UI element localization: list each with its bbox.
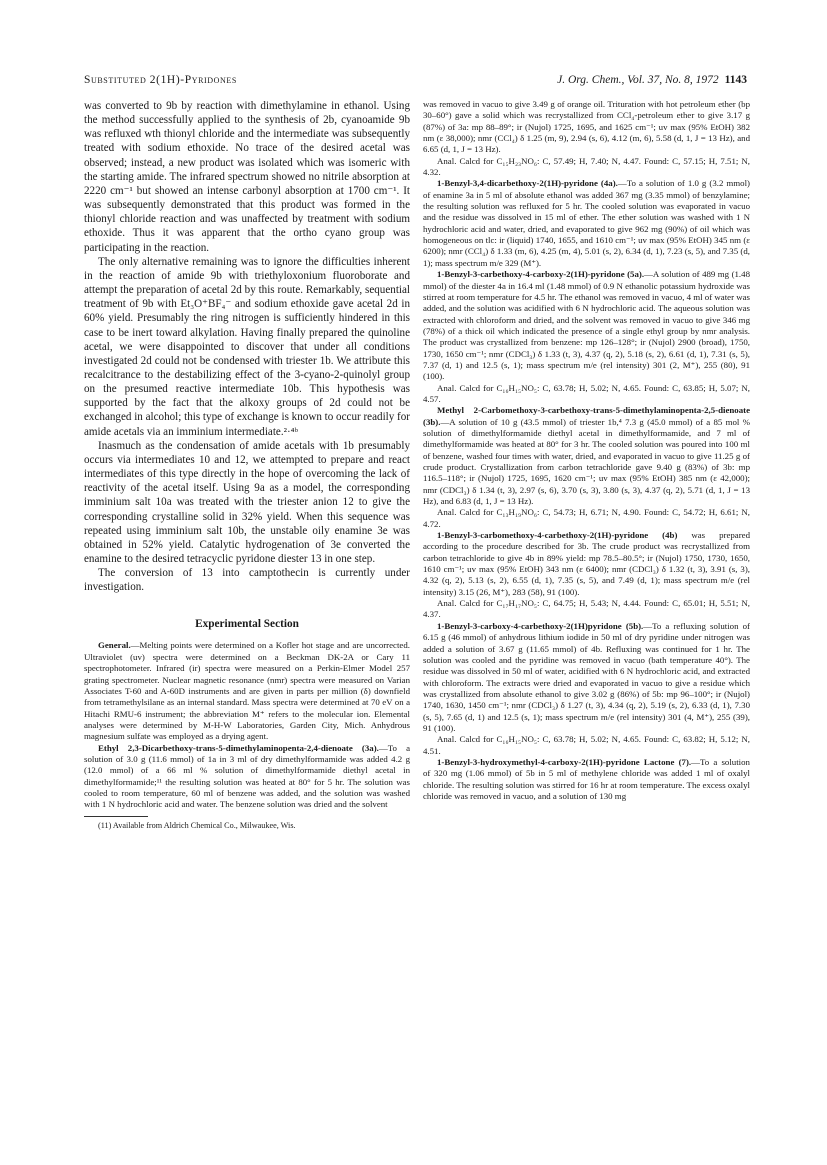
compound-heading: 1-Benzyl-3,4-dicarbethoxy-2(1H)-pyridone (4a). <box>437 178 618 189</box>
paragraph-text: —To a solution of 320 mg (1.06 mmol) of 5b in 5 ml of methylene chloride was added 1 ml of oxalyl chloride. The resulting solution was stirred for 16 hr at room temperature. The excess oxalyl chloride was removed in vacuo, and a solution of 130 mg <box>423 756 750 801</box>
compound-heading: Ethyl 2,3-Dicarbethoxy-trans-5-dimethylaminopenta-2,4-dienoate (3a). <box>98 742 379 753</box>
body-paragraph: The only alternative remaining was to ignore the difficulties inherent in the reaction of amide 9b with triethyloxonium fluoroborate and attempt the preparation of acetal 2d by this route. Remarkably, sequential treatment of 9b with Et₃O⁺BF₄⁻ and sodium ethoxide gave acetal 2d in 60% yield. Presumably the ring nitrogen is sufficiently hindered in this case to be inert toward alkylation. Having finally prepared the quinoline acetal, we were disappointed to discover that under all conditions investigated 2d could not be condensed with triester 1b. We attribute this recalcitrance to the destabilizing effect of the 3-cyano-2-quinolyl group on the presumed reactive intermediate 10b. This hypothesis was supported by the fact that the alkoxy groups of 2d could not be exchanged in alcohol; this type of exchange is known to occur readily for amide acetals via an imminium intermediate.²·⁴ᵇ <box>84 255 410 438</box>
analysis-line: Anal. Calcd for C₁₅H₂₃NO₆: C, 57.49; H, 7.40; N, 4.47. Found: C, 57.15; H, 7.51; N, 4.32. <box>423 155 750 178</box>
paragraph-heading: General. <box>98 640 131 651</box>
footnote-rule <box>84 816 148 817</box>
section-title: Experimental Section <box>195 618 299 631</box>
journal-citation <box>557 74 747 86</box>
compound-heading: 1-Benzyl-3-carbethoxy-4-carboxy-2(1H)-pyridone (5a). <box>437 269 645 280</box>
page-number: 1143 <box>724 74 747 86</box>
running-title: Substituted 2(1H)-Pyridones <box>84 74 237 86</box>
footnote: (11) Available from Aldrich Chemical Co., Milwaukee, Wis. <box>98 820 296 830</box>
experimental-paragraph <box>84 640 410 742</box>
paragraph-text: was prepared according to the procedure described for 3b. The crude product was recrystallized from carbon tetrachloride to give 4b in 89% yield: mp 78.5–80.5°; ir (Nujol) 1750, 1730, 1650, 1610 cm⁻¹; uv max (95% EtOH) 343 nm (ε 6400); nmr (CDCl₃) δ 1.32 (t, 3), 3.91 (s, 3), 4.32 (q, 2), 5.13 (s, 2), 6.55 (d, 1), 7.35 (s, 5), and 7.49 (d, 1); mass spectrum m/e (rel intensity) 3.15 (26, M⁺), 283 (58), 91 (100). <box>423 530 751 597</box>
analysis-line: Anal. Calcd for C₁₆H₁₅NO₅: C, 63.78; H, 5.02; N, 4.65. Found: C, 63.85; H, 5.07; N, 4.57. <box>423 382 750 404</box>
body-paragraph: Inasmuch as the condensation of amide acetals with 1b presumably occurs via intermediates 10 and 12, we attempted to prepare and react intermediates of this type directly in the hope of overcoming the lack of reactivity of the acetal itself. Using 9a as a model, the corresponding imminium salt 10a was treated with the triester anion 12 to give the corresponding crystalline solid in 32% yield. When this sequence was repeated using imminium salt 10b, the unstable oily enamine 3e was obtained in 52% yield. Catalytic hydrogenation of 3e converted the enamine to the desired tetracyclic pyridone diester 13 in one step. <box>84 439 410 565</box>
paragraph-text: —To a solution of 1.0 g (3.2 mmol) of enamine 3a in 5 ml of absolute ethanol was added 367 mg (3.35 mmol) of benzylamine; the resulting solution was refluxed for 5 hr. The cooled solution was evaporated in vacuo and the residue was dissolved in 15 ml of ether. The ether solution was washed with 1 N hydrochloric acid and water, dried, and evaporated to give 962 mg (90%) of oil which was homogeneous on tlc: ir (liquid) 1740, 1655, and 1610 cm⁻¹; uv max (95% EtOH) 345 nm (ε 6200); nmr (CCl₄) δ 1.33 (m, 6), 4.25 (m, 4), 5.01 (s, 2), 6.34 (d, 1), 7.23 (s, 5), and 7.35 (d, 1); mass spectrum m/e 329 (M⁺). <box>423 178 750 268</box>
compound-heading: 1-Benzyl-3-carbomethoxy-4-carbethoxy-2(1H)-pyridone (4b) <box>437 530 678 541</box>
paragraph-text: —To a refluxing solution of 6.15 g (46 mmol) of anhydrous lithium iodide in 50 ml of dry pyridine under nitrogen was added a solution of 3.67 g (11.65 mmol) of 4b. Refluxing was continued for 1 hr. The solution was cooled and the pyridine was removed in vacuo (bath temperature 40°). The residue was dissolved in 50 ml of water, acidified with 6 N hydrochloric acid, and extracted with chloroform. The extracts were dried and evaporated in vacuo to give a residue which was crystallized from absolute ethanol to give 3.02 g (86%) of 5b: mp 96–100°; ir (Nujol) 1740, 1630, 1450 cm⁻¹; nmr (CDCl₃) δ 1.27 (t, 3), 4.34 (q, 2), 5.19 (s, 2), 6.33 (d, 1), 7.30 (s, 5), 7.65 (d, 1) and 12.5 (s, 1); mass spectrum m/e (rel intensity) 301 (4, M⁺), 255 (39), 91 (100). <box>423 620 750 733</box>
experimental-paragraph <box>84 743 410 811</box>
experimental-paragraph <box>423 530 750 598</box>
analysis-line: Anal. Calcd for C₁₃H₁₉NO₆: C, 54.73; H, 6.71; N, 4.90. Found: C, 54.72; H, 6.61; N, 4.72. <box>423 507 750 529</box>
paragraph-text: —Melting points were determined on a Kofler hot stage and are uncorrected. Ultraviolet (uv) spectra were determined on a Beckman DK-2A or Cary 11 spectrophotometer. Infrared (ir) spectra were measured on a Perkin-Elmer Model 257 grating spectrometer. Nuclear magnetic resonance (nmr) spectra were measured on Varian Associates T-60 and A-60D instruments and are given in parts per million (δ) downfield from tetramethylsilane as an internal standard. Mass spectra were determined at 70 eV on a Hitachi RMU-6 instrument; the abbreviation M⁺ refers to the molecular ion. Elemental analyses were determined by M-H-W Laboratories, Garden City, Mich. Anhydrous magnesium sulfate was employed as a drying agent. <box>84 640 410 742</box>
experimental-paragraph <box>423 405 750 507</box>
paragraph-text: —A solution of 10 g (43.5 mmol) of triester 1b,⁴ 7.3 g (45.0 mmol) of a 85 mol % solution of dimethylformamide diethyl acetal in dimethylformamide, and 7 ml of dimethylformamide was heated at 80° for 3 hr. The cooled solution was poured into 100 ml of benzene, washed four times with water, dried, and evaporated in vacuo to give 11.25 g of crude product. Crystallization from carbon tetrachloride gave 9.40 g (83%) of 3b: mp 116.5–118°; ir (Nujol) 1725, 1695, 1620 cm⁻¹; uv max (95% EtOH) 385 nm (ε 42,000); nmr (CDCl₃) δ 1.34 (t, 3), 2.97 (s, 6), 3.70 (s, 3), 3.80 (s, 3), 4.37 (q, 2), 5.71 (d, 1, J = 13 Hz), and 6.83 (d, 1, J = 13 Hz). <box>423 416 750 507</box>
compound-heading: 1-Benzyl-3-hydroxymethyl-4-carboxy-2(1H)-pyridone Lactone (7). <box>437 756 692 767</box>
paragraph-text: —To a solution of 3.0 g (11.6 mmol) of 1a in 3 ml of dry dimethylformamide was added 4.2 g (12.0 mmol) of a 66 ml % solution of dimethylformamide diethyl acetal in dimethylformamide;¹¹ the resulting solution was heated at 80° for 5 hr. The solution was cooled to room temperature, 60 ml of benzene was added, and the solution was washed with 1 N hydrochloric acid and water. The benzene solution was dried and the solvent <box>84 742 410 810</box>
experimental-paragraph <box>423 178 750 269</box>
paragraph-text: —A solution of 489 mg (1.48 mmol) of the diester 4a in 16.4 ml (1.48 mmol) of 0.9 N ethanolic potassium hydroxide was stirred at room temperature for 4.5 hr. The ethanol was removed in vacuo, 4 ml of water was added, and the solution was acidified with 6 N hydrochloric acid. The aqueous solution was extracted with chloroform and dried, and the solvent was removed in vacuo to give 346 mg (78%) of a thick oil which indicated the presence of a single ethyl group by nmr analysis. The product was crystallized from benzene: mp 126–128°; ir (Nujol) 2900 (broad), 1750, 1730, 1650 cm⁻¹; nmr (CDCl₃) δ 1.33 (t, 3), 4.37 (q, 2), 5.18 (s, 2), 6.61 (d, 1), 7.31 (s, 5), 7.37 (d, 1) and 12.5 (s, 1); mass spectrum m/e (rel intensity) 301 (2, M⁺), 255 (80), 91 (100). <box>423 269 750 382</box>
experimental-paragraph <box>423 269 750 382</box>
body-paragraph: The conversion of 13 into camptothecin is currently under investigation. <box>84 567 410 594</box>
compound-heading: Methyl 2-Carbomethoxy-3-carbethoxy-trans-5-dimethylaminopenta-2,5-dienoate (3b). <box>423 405 750 427</box>
experimental-paragraph: was removed in vacuo to give 3.49 g of orange oil. Trituration with hot petroleum ether (bp 30–60°) gave a solid which was recrystallized from CCl₄-petroleum ether to give 3.17 g (87%) of 3a: mp 88–89°; ir (Nujol) 1725, 1695, and 1625 cm⁻¹; uv max (95% EtOH) 382 nm (ε 38,000); nmr (CCl₄) δ 1.25 (m, 9), 2.94 (s, 6), 4.12 (m, 6), 5.58 (d, 1, J = 13 Hz), and 6.65 (d, 1, J = 13 Hz). <box>423 99 750 155</box>
analysis-line: Anal. Calcd for C₁₆H₁₅NO₅: C, 63.78; H, 5.02; N, 4.65. Found: C, 63.82; H, 5.12; N, 4.51. <box>423 734 750 756</box>
journal-name: J. Org. Chem., Vol. 37, No. 8, 1972 <box>557 74 719 86</box>
compound-heading: 1-Benzyl-3-carboxy-4-carbethoxy-2(1H)pyridone (5b). <box>437 620 644 631</box>
body-paragraph: was converted to 9b by reaction with dimethylamine in ethanol. Using the method successfully applied to the synthesis of 2b, cyanoamide 9b was refluxed wth thionyl chloride and the intermediate was subsequently treated with sodium ethoxide. No trace of the desired acetal was observed; instead, a new product was isolated which was isomeric with the starting amide. The infrared spectrum showed no nitrile absorption at 2220 cm⁻¹ but showed an intense carbonyl absorption at 1700 cm⁻¹. It was subsequently demonstrated that this product was formed in the thionyl chloride reaction and was unaffected by treatment with sodium ethoxide. Thus it was apparent that the ortho cyano group was participating in the reaction. <box>84 100 410 254</box>
left-column <box>84 99 410 831</box>
experimental-paragraph <box>423 757 750 802</box>
experimental-paragraph <box>423 621 750 734</box>
analysis-line: Anal. Calcd for C₁₇H₁₇NO₅: C, 64.75; H, 5.43; N, 4.44. Found: C, 65.01; H, 5.51; N, 4.37. <box>423 598 750 620</box>
running-header <box>84 74 747 90</box>
right-column <box>423 99 750 802</box>
